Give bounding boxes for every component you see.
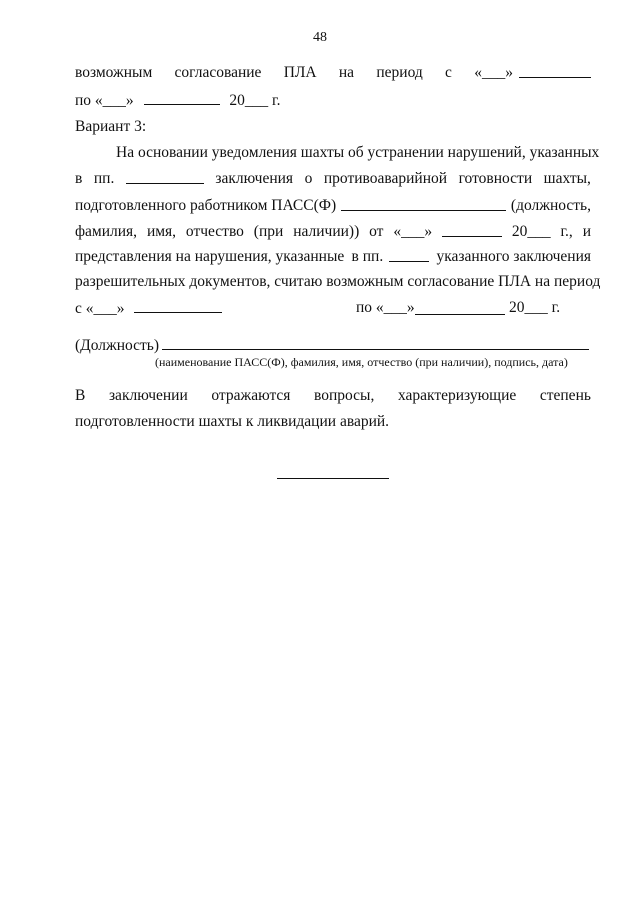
blank-line [519, 63, 591, 78]
blank-line [415, 300, 505, 315]
date-end-day: по «___» [75, 92, 134, 109]
signature-caption: (наименование ПАСС(Ф), фамилия, имя, отчество (при наличии), подпись, дата) [155, 355, 568, 369]
period-line-1 [75, 63, 591, 83]
note-line-2: подготовленности шахты к ликвидации аварий. [75, 413, 390, 430]
date-start: «___» [474, 63, 591, 83]
paragraph-line-7: с «___» по «___» 20___ г. [75, 299, 561, 317]
date-end-year: 20___ г. [229, 92, 281, 109]
end-rule [277, 478, 389, 479]
word: период [376, 64, 423, 81]
paragraph-line-3: подготовленного работником ПАСС(Ф) (должность, [75, 197, 591, 214]
blank-line [442, 222, 502, 237]
blank-line [126, 169, 204, 184]
position-label: (Должность) [75, 337, 160, 354]
signature-line [162, 349, 589, 350]
paragraph-line-5: представления на нарушения, указанные в пп. указанного заключения [75, 248, 591, 265]
blank-line [389, 247, 429, 262]
word: ПЛА [283, 64, 317, 81]
word: на [338, 64, 355, 81]
paragraph-line-6: разрешительных документов, считаю возможным согласование ПЛА на период [75, 273, 601, 290]
paragraph-line-4: фамилия, имя, отчество (при наличии)) от «___» 20___ г., и [75, 223, 591, 240]
variant-heading: Вариант 3: [75, 118, 147, 135]
blank-line [134, 298, 222, 313]
note-line-1: В заключении отражаются вопросы, характеризующие степень [75, 387, 591, 404]
word: возможным [75, 64, 153, 81]
word: с [445, 64, 452, 81]
page-number: 48 [313, 30, 327, 45]
paragraph-line-1: На основании уведомления шахты об устранении нарушений, указанных [116, 144, 600, 161]
period-line-2 [75, 90, 591, 111]
blank-line [144, 90, 220, 105]
blank-line [341, 196, 506, 211]
word: согласование [174, 64, 262, 81]
paragraph-line-2: в пп. заключения о противоаварийной готовности шахты, [75, 170, 591, 187]
